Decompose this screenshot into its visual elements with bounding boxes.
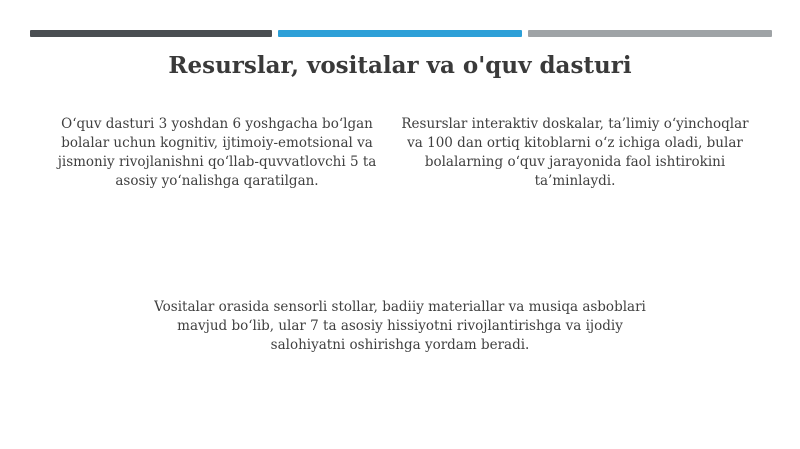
header-bar-blue (278, 30, 522, 37)
resources-text: Resurslar interaktiv doskalar, ta’limiy o‘yinchoqlar va 100 dan ortiq kitoblarni o‘z ichiga oladi, bular bolalarning o‘quv jarayonida faol ishtirokini ta’minlaydi. (401, 116, 749, 189)
tools-text: Vositalar orasida sensorli stollar, badiiy materiallar va musiqa asboblari mavjud bo‘lib, ular 7 ta asosiy hissiyotni rivojlantirishga va ijodiy salohiyatni oshirishga yordam beradi. (154, 299, 646, 353)
curriculum-text: O‘quv dasturi 3 yoshdan 6 yoshgacha bo‘lgan bolalar uchun kognitiv, ijtimoiy-emotsional va jismoniy rivojlanishni qo‘llab-quvvatlovchi 5 ta asosiy yo‘nalishga qaratilgan. (57, 116, 377, 189)
header-bar-dark (30, 30, 272, 37)
slide-title: Resurslar, vositalar va o'quv dasturi (168, 52, 632, 79)
header-bar-gray (528, 30, 772, 37)
